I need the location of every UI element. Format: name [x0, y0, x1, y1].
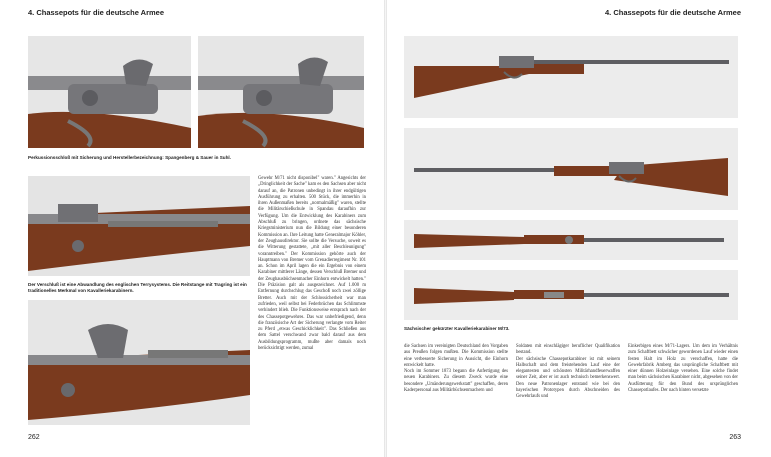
left-page [0, 0, 385, 457]
page-header: 4. Chassepots für die deutsche Armee [28, 8, 165, 17]
photo-bolt-lower [28, 300, 250, 425]
lock-mechanism-image [28, 36, 191, 148]
photo-carbine-top [404, 220, 738, 260]
caption-bolt: Der Verschluß ist eine Abwandlung des englischen Terrysystems. Die Reitstange mit Tragring ist ein traditionelles Merkmal von Kavalleriekarabinern. [28, 282, 247, 293]
photo-lock-left [28, 36, 191, 148]
caption-lock: Perkussionsschloß mit Sicherung und Herstellerbezeichnung: Spangenberg & Sauer in Suhl. [28, 155, 231, 160]
text-column-2: Soldaten mit einschlägiger beruflicher Qualifikation bestand. Der sächsische Chassepotkarabiner ist mit seinem Halbschaft und dem freistehenden Lauf eine der elegantesten und schönsten Militärhandfeuerwaffen seiner Zeit, aber er ist auch technisch bemerkenswert. Den neue Patronenlager entstand wie bei den bayerischen Prototypen durch Abschneiden des Gewehrlaufs und [516, 344, 620, 400]
page-header: 4. Chassepots für die deutsche Armee [604, 8, 741, 17]
carbine-left-view-image [404, 36, 738, 118]
text-column-3: Einkerbigen eines M/71-Lagers. Um dem im Verhältnis zum Schaftbett schwächer gewordenen Lauf wieder einen festen Halt im Holz zu verschaffen, hatte die Gewehrfabrik Amberg das ursprüngliche Schaftbett mit einer dünnen Holzeinlage versehen. Eine solche findet man beim sächsischen Karabiner nicht, abgesehen von der Ausfütterung für den Bund des ursprünglichen Chassepotlaufes. Der nach hinten versetzte [628, 344, 738, 394]
lock-mechanism-safety-image [198, 36, 364, 148]
carbine-right-view-image [404, 128, 738, 210]
photo-lock-right [198, 36, 364, 148]
photo-carbine-bottom [404, 270, 738, 320]
bolt-open-image [28, 300, 250, 425]
text-column: Gewehr M/71 nicht disponibel" waren." Angesichts der „Dringlichkeit der Sache" kam es den Sachsen aber nicht darauf an, die Patronen unbedingt in ihrer endgültigen Ausführung zu erhalten. 500 Stück, die immerhin in ihren Außenmaßen bereits „normalmäßig" waren, stellte die Militärschießschule in Spandau daraufhin zur Verfügung. Um die Entwicklung des Karabiners zum Abschluß zu bringen, ordnete das sächsische Kriegsministerium nun die Bildung einer besonderen Kommission an. Ihre Leitung hatte Generalmajor Köhler, der Zeughausdirektor. Sie sollte die Versuche, soweit es die Witterung gestattete, „mit aller Beschleunigung" voranntreiben." Der Kommission gehörte auch der Hauptmann von Bremer vom Grenadierregiment Nr. 101 an. Schon im April lagen die ein Ergebnis von einem Karabiner mittlerer Länge, dessen Verschluß Bremer und der Zeughausbüchsenmacher Einhorn entwickelt hatten." Die Präzision galt als ausgezeichnet. Auf 1.000 m Entfernung durchschlug das Geschoß noch zwei zöllige Bretter. Auch mit der Schlossicherheit war man zufrieden, weil selbst bei Federbrüchen das Schlimmste verhindert blieb. Die Funktionsweise entsprach nach der des Chassepotgewehres. Das war unbefriedigend, denn die französische Art der Sicherung verlangte vom Reiter zu Pferd „etwas Geschicklichkeit". Das Schließen aus dem Sattel verschwand zwar bald darauf aus dem Ausbildungsprogramm, mußte aber damals noch berücksichtigt werden, zumal [258, 176, 366, 352]
photo-carbine-left-side [404, 36, 738, 118]
caption-carbine: Sächsischer gekürzter Kavalleriekarabiner M/73. [404, 326, 510, 331]
photo-carbine-right-side [404, 128, 738, 210]
photo-bolt-upper [28, 176, 250, 276]
right-page [386, 0, 771, 457]
carbine-top-view-image [404, 220, 738, 260]
bolt-closed-image [28, 176, 250, 276]
carbine-bottom-view-image [404, 270, 738, 320]
page-number: 263 [729, 434, 741, 441]
page-number: 262 [28, 434, 40, 441]
text-column-1: die Sachsen im vereinigten Deutschland den Vorgaben aus Preußen folgen mußten. Die Kommission stellte eine verbesserte Sicherung in Aussicht, die Einhorn entwickelt hatte. Noch im Sommer 1873 begann die Anfertigung des neuen Karabiners. Zu diesem Zweck wurde eine besondere „Umänderungswerkstatt" geschaffen, deren Kaderpersonal aus Militärbüchsenmachern und [404, 344, 508, 394]
